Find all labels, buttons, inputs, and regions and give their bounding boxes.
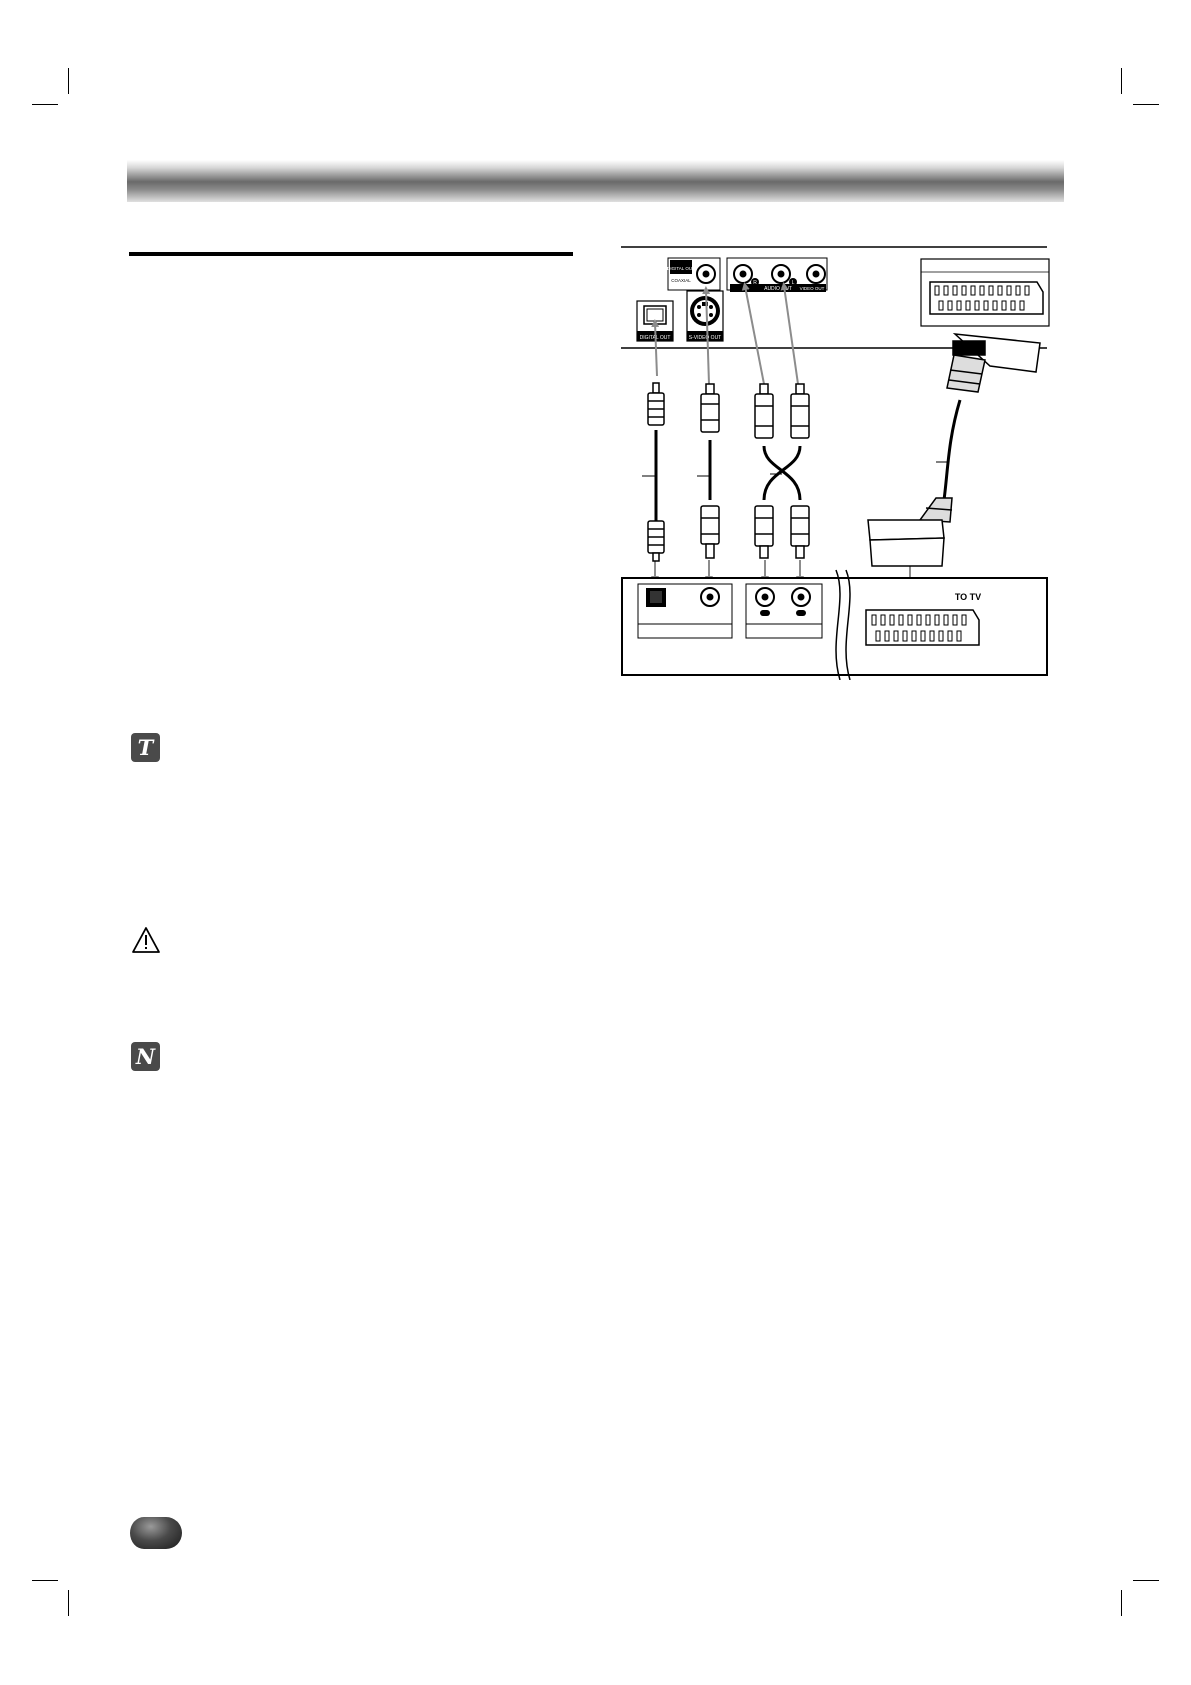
channel-r-label: R — [753, 280, 757, 286]
crop-mark — [32, 1580, 58, 1581]
audio-cables — [755, 384, 809, 558]
crop-mark — [1121, 68, 1122, 94]
dvd-player-rear-panel — [621, 247, 1049, 348]
crop-mark — [1121, 1590, 1122, 1616]
page-header-bar — [127, 160, 1064, 202]
digital-out-label: DIGITAL OUT — [667, 266, 695, 271]
audio-out-label: AUDIO OUT — [764, 286, 792, 292]
video-out-label: VIDEO OUT — [799, 286, 825, 291]
tv-rear-panel — [622, 570, 1047, 680]
crop-mark — [68, 1590, 69, 1616]
crop-mark — [32, 104, 58, 105]
crop-mark — [1133, 104, 1159, 105]
connection-diagram — [618, 240, 1052, 680]
section-heading-rule — [129, 252, 573, 256]
crop-mark — [68, 68, 69, 94]
page-number-tab — [130, 1517, 182, 1549]
note-icon: N — [131, 1042, 160, 1071]
coaxial-label: COAXIAL — [671, 278, 691, 283]
tip-icon: T — [131, 733, 160, 762]
scart-cable — [868, 334, 1040, 566]
crop-mark — [1133, 1580, 1159, 1581]
s-video-out-label: S-VIDEO OUT — [688, 335, 722, 341]
to-tv-label: TO TV — [954, 592, 982, 602]
optical-digital-out-label: DIGITAL OUT — [639, 335, 671, 341]
optical-cable — [648, 383, 664, 561]
channel-l-label: L — [791, 280, 795, 286]
caution-icon — [131, 926, 161, 954]
